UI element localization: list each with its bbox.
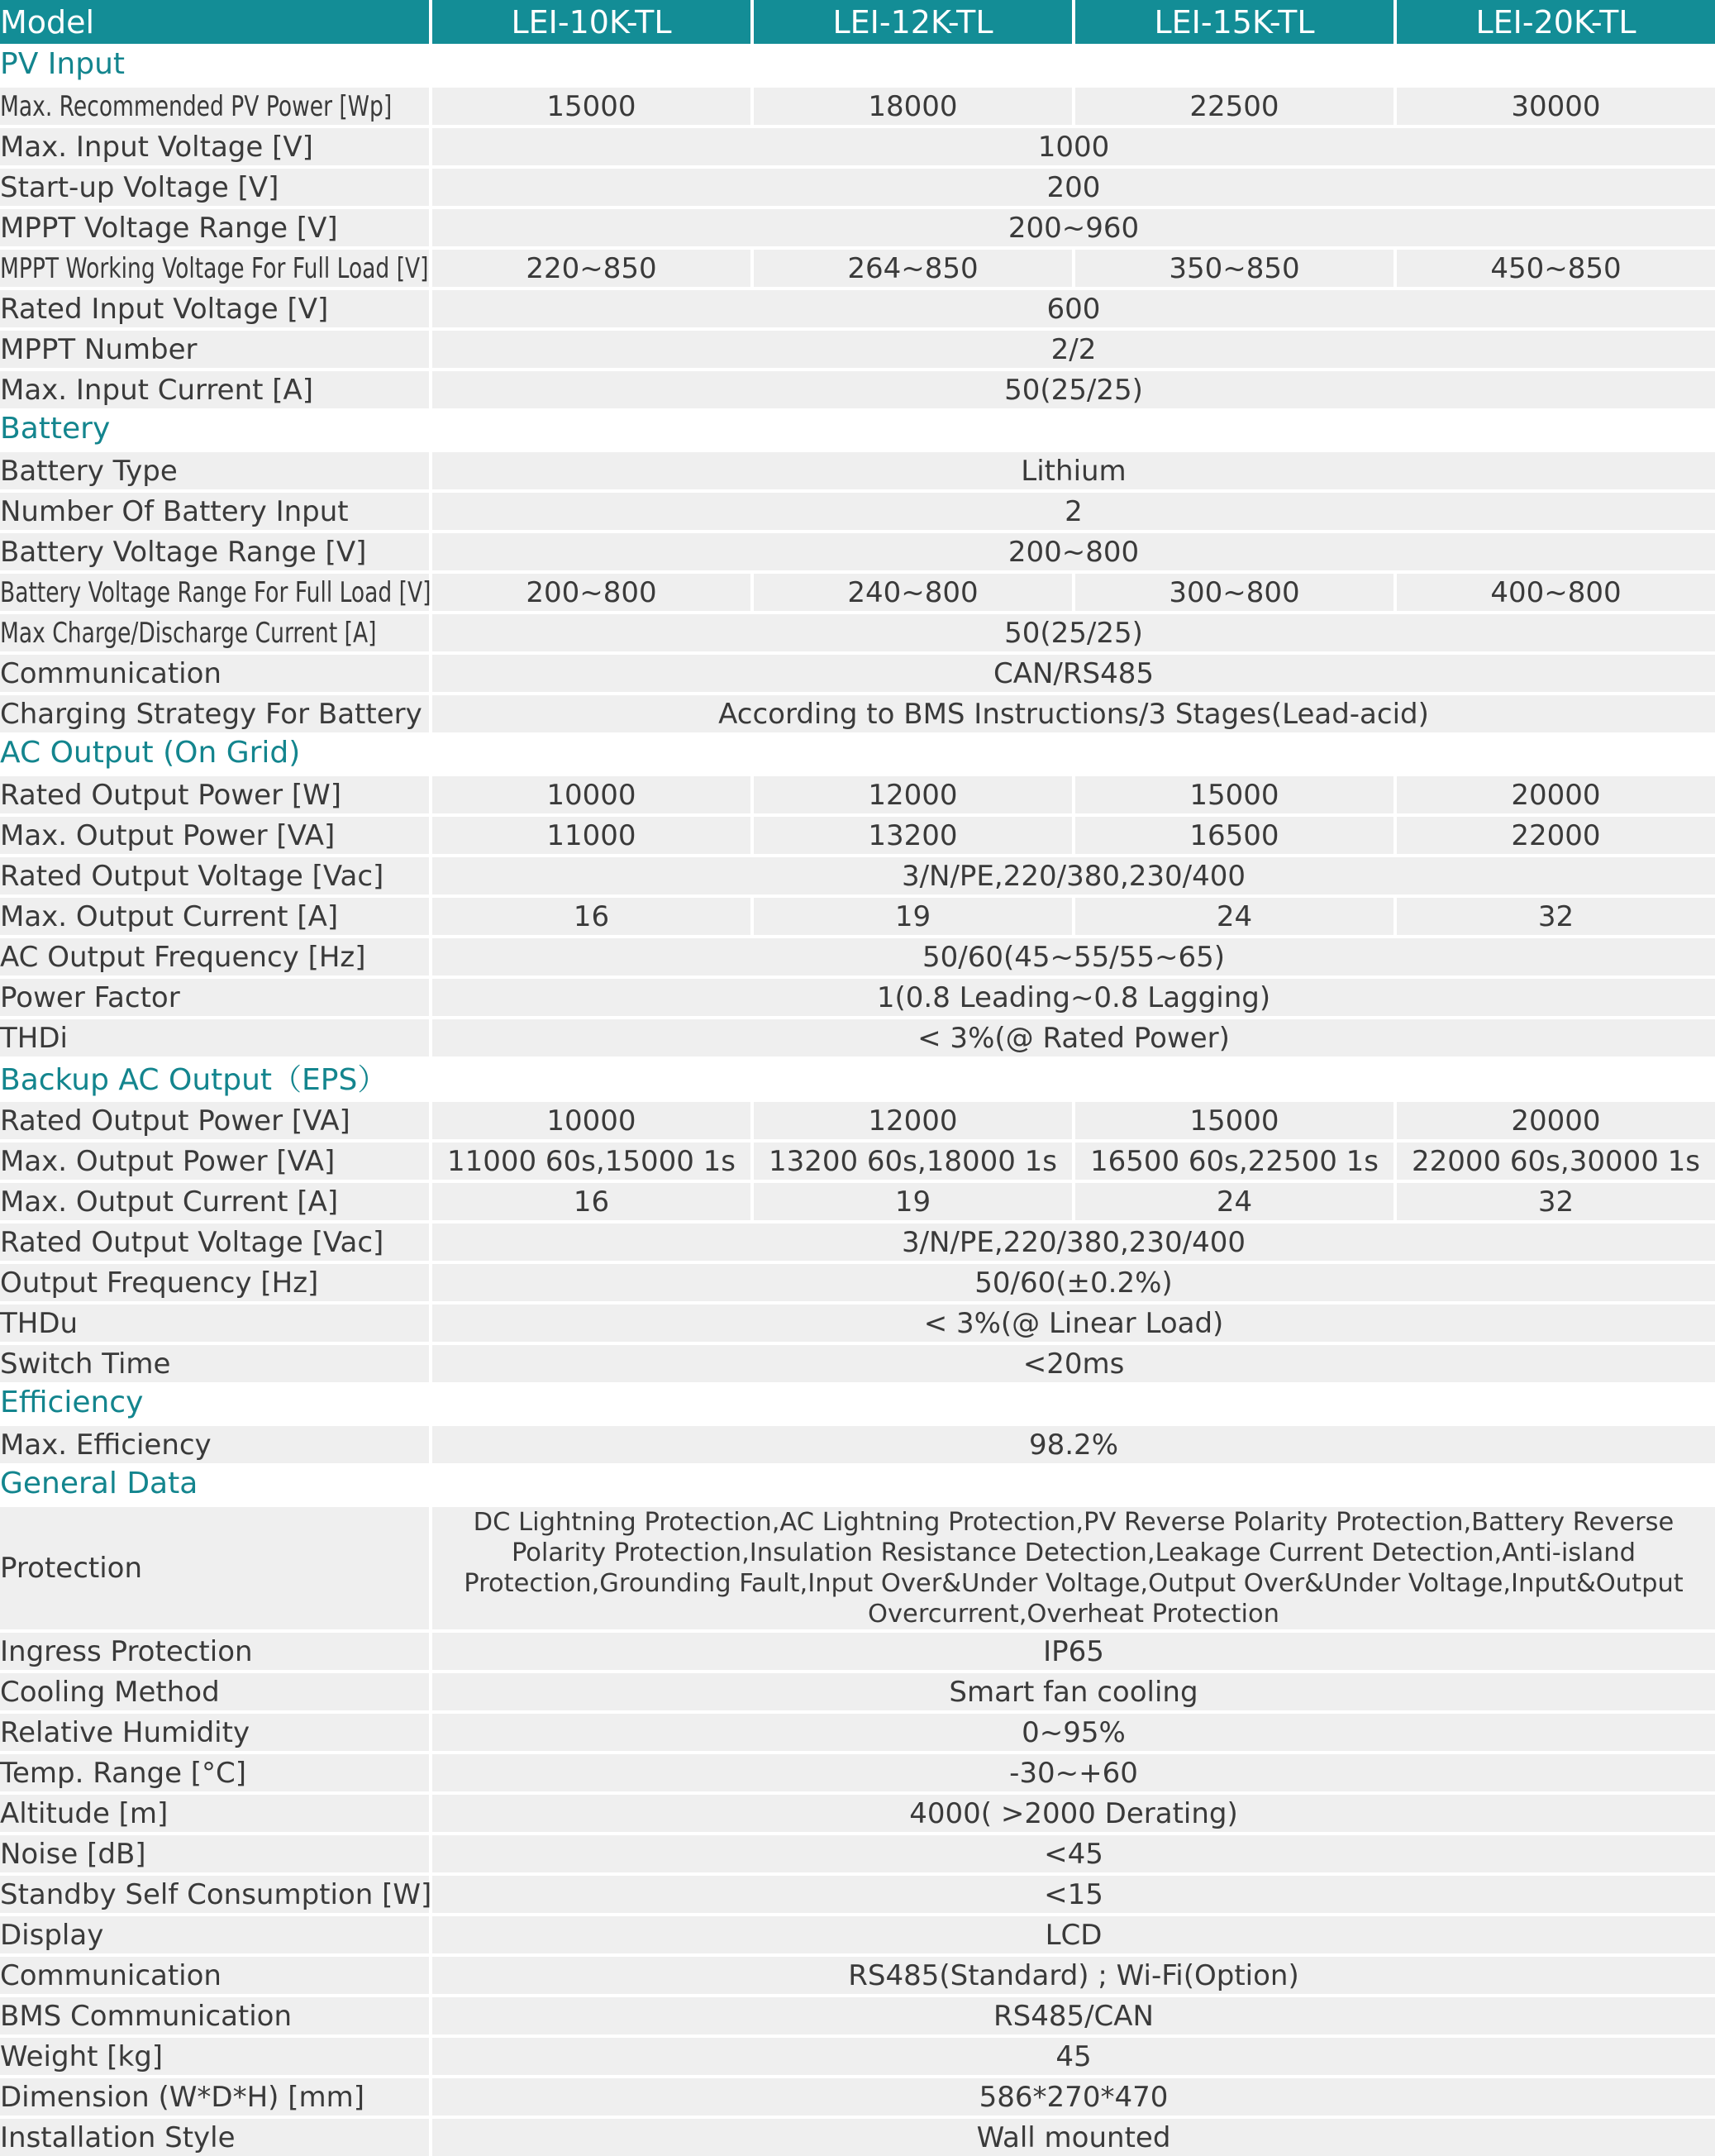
spec-value: 16 [429,1180,750,1220]
spec-row [0,165,1715,206]
spec-row [0,1832,1715,1872]
spec-label-text: Display [0,1918,104,1952]
spec-value-shared: 2/2 [429,327,1715,368]
spec-label-text: Battery Voltage Range [V] [0,535,367,569]
spec-value-shared: LCD [429,1913,1715,1953]
section-header-row [0,44,1715,84]
spec-value: 15000 [1072,1099,1393,1139]
spec-value: 220~850 [429,246,750,287]
spec-value-shared: Wall mounted [429,2115,1715,2156]
spec-label-text: Rated Output Voltage [Vac] [0,859,384,893]
spec-row [0,1504,1715,1629]
spec-value-shared: IP65 [429,1629,1715,1670]
spec-value: 15000 [1072,773,1393,813]
spec-label [0,449,429,489]
spec-row [0,570,1715,611]
spec-label [0,1629,429,1670]
spec-row [0,2115,1715,2156]
spec-label-text: Standby Self Consumption [W] [0,1877,432,1911]
section-header-row [0,1057,1715,1099]
spec-label [0,854,429,894]
spec-label [0,1751,429,1791]
spec-row [0,611,1715,651]
spec-label [0,1220,429,1261]
spec-value: 200~800 [429,570,750,611]
spec-value: 22500 [1072,84,1393,125]
spec-value-shared: Lithium [429,449,1715,489]
section-header-row [0,732,1715,773]
spec-row [0,692,1715,732]
spec-row [0,1751,1715,1791]
spec-row [0,1301,1715,1342]
spec-value-shared: 586*270*470 [429,2075,1715,2115]
spec-label-text: Max Charge/Discharge Current [A] [0,616,377,650]
spec-row [0,1342,1715,1382]
spec-value: 240~800 [750,570,1072,611]
spec-label [0,570,429,611]
header-model-4: LEI-20K-TL [1393,0,1715,44]
spec-label [0,246,429,287]
spec-label-text: Altitude [m] [0,1796,169,1830]
spec-value: 10000 [429,1099,750,1139]
spec-value-shared: According to BMS Instructions/3 Stages(Lead-acid) [429,692,1715,732]
section-header-row [0,1463,1715,1504]
spec-value-shared: RS485(Standard) ; Wi-Fi(Option) [429,1953,1715,1994]
spec-label [0,206,429,246]
spec-label-text: MPPT Working Voltage For Full Load [V] [0,251,429,285]
spec-value-shared: <15 [429,1872,1715,1913]
spec-row [0,2034,1715,2075]
spec-row [0,1913,1715,1953]
spec-value-shared: RS485/CAN [429,1994,1715,2034]
spec-label [0,894,429,935]
spec-label [0,1994,429,2034]
spec-value-shared: <45 [429,1832,1715,1872]
spec-label [0,1423,429,1463]
spec-row [0,975,1715,1016]
spec-value-shared: 98.2% [429,1423,1715,1463]
spec-value: 30000 [1393,84,1715,125]
spec-value-shared: 0~95% [429,1710,1715,1751]
spec-value: 400~800 [1393,570,1715,611]
spec-row [0,1994,1715,2034]
spec-label [0,368,429,408]
spec-value: 13200 [750,813,1072,854]
spec-label-text: BMS Communication [0,1999,293,2033]
spec-row [0,125,1715,165]
spec-label-text: Rated Output Power [W] [0,778,342,812]
spec-row [0,1220,1715,1261]
spec-label-text: Start-up Voltage [V] [0,170,279,204]
spec-value: 11000 60s,15000 1s [429,1139,750,1180]
spec-row [0,368,1715,408]
spec-row [0,935,1715,975]
spec-label-text: Rated Input Voltage [V] [0,292,329,326]
spec-value: 22000 60s,30000 1s [1393,1139,1715,1180]
spec-label [0,692,429,732]
spec-row [0,894,1715,935]
spec-row [0,1953,1715,1994]
section-title: Efficiency [0,1382,1715,1423]
spec-value: 20000 [1393,773,1715,813]
spec-row [0,1139,1715,1180]
spec-row [0,1710,1715,1751]
spec-label [0,2075,429,2115]
spec-label-text: Charging Strategy For Battery [0,697,422,731]
spec-row [0,1261,1715,1301]
spec-label-text: AC Output Frequency [Hz] [0,940,366,974]
spec-value-shared: 200~960 [429,206,1715,246]
spec-row [0,773,1715,813]
spec-label [0,1670,429,1710]
spec-label-text: Noise [dB] [0,1837,146,1871]
spec-value-shared: < 3%(@ Rated Power) [429,1016,1715,1057]
header-model-3: LEI-15K-TL [1072,0,1393,44]
spec-label-text: Rated Output Power [VA] [0,1104,350,1138]
spec-label [0,1342,429,1382]
spec-label-text: Max. Output Current [A] [0,899,339,933]
spec-row [0,530,1715,570]
spec-label-text: Max. Input Current [A] [0,373,314,407]
spec-label-text: Protection [0,1552,143,1585]
section-title: Battery [0,408,1715,449]
spec-row [0,813,1715,854]
spec-value-shared: 600 [429,287,1715,327]
spec-label-text: Max. Output Power [VA] [0,818,336,852]
spec-value-shared: <20ms [429,1342,1715,1382]
spec-row [0,1016,1715,1057]
spec-row [0,1872,1715,1913]
spec-value: 19 [750,894,1072,935]
spec-value: 12000 [750,1099,1072,1139]
spec-row [0,2075,1715,2115]
spec-label [0,530,429,570]
spec-label-text: Output Frequency [Hz] [0,1266,319,1300]
spec-label-text: Number Of Battery Input [0,494,349,528]
spec-row [0,1423,1715,1463]
spec-label [0,1016,429,1057]
spec-value: 32 [1393,1180,1715,1220]
spec-value-shared: 45 [429,2034,1715,2075]
spec-label [0,773,429,813]
spec-label [0,1261,429,1301]
spec-row [0,1791,1715,1832]
section-title: PV Input [0,44,1715,84]
spec-value: 16500 [1072,813,1393,854]
spec-label-text: Power Factor [0,980,180,1014]
spec-label-text: Communication [0,1958,222,1992]
spec-value-shared: 1000 [429,125,1715,165]
spec-value-shared: 50/60(±0.2%) [429,1261,1715,1301]
header-model-2: LEI-12K-TL [750,0,1072,44]
spec-row [0,246,1715,287]
spec-label [0,84,429,125]
spec-label [0,1504,429,1629]
spec-label [0,2115,429,2156]
spec-label [0,1832,429,1872]
spec-label-text: THDu [0,1306,79,1340]
spec-row [0,1629,1715,1670]
spec-value: 15000 [429,84,750,125]
spec-label-text: Relative Humidity [0,1715,250,1749]
section-header-row [0,408,1715,449]
spec-value-shared: 3/N/PE,220/380,230/400 [429,1220,1715,1261]
spec-label [0,935,429,975]
protection-value: DC Lightning Protection,AC Lightning Protection,PV Reverse Polarity Protection,Battery Reverse Polarity Protection,Insulation Resistance Detection,Leakage Current Detection,Anti-island Protection,Grounding Fault,Input Over&Under Voltage,Output Over&Under Voltage,Input&Output Overcurrent,Overheat Protection [429,1504,1715,1629]
spec-value: 24 [1072,1180,1393,1220]
spec-label-text: Battery Voltage Range For Full Load [V] [0,575,431,609]
spec-value-shared: Smart fan cooling [429,1670,1715,1710]
spec-value: 16500 60s,22500 1s [1072,1139,1393,1180]
section-header-row [0,1382,1715,1423]
spec-label [0,1139,429,1180]
spec-label [0,489,429,530]
spec-value-shared: -30~+60 [429,1751,1715,1791]
spec-row [0,854,1715,894]
spec-value: 11000 [429,813,750,854]
spec-label [0,1180,429,1220]
spec-label-text: Dimension (W*D*H) [mm] [0,2080,365,2114]
spec-row [0,1099,1715,1139]
spec-label [0,1301,429,1342]
spec-label [0,813,429,854]
spec-value: 18000 [750,84,1072,125]
spec-row [0,84,1715,125]
spec-row [0,1180,1715,1220]
spec-label [0,1791,429,1832]
spec-label [0,165,429,206]
spec-value-shared: 3/N/PE,220/380,230/400 [429,854,1715,894]
spec-value-shared: 2 [429,489,1715,530]
spec-label-text: Switch Time [0,1347,171,1381]
spec-value: 10000 [429,773,750,813]
spec-label-text: Max. Recommended PV Power [Wp] [0,89,393,123]
spec-value: 20000 [1393,1099,1715,1139]
spec-value: 22000 [1393,813,1715,854]
spec-label-text: Max. Efficiency [0,1428,212,1462]
spec-label [0,1953,429,1994]
spec-value: 350~850 [1072,246,1393,287]
spec-label-text: THDi [0,1021,68,1055]
spec-value: 32 [1393,894,1715,935]
spec-row [0,287,1715,327]
spec-label-text: Max. Output Power [VA] [0,1144,336,1178]
header-model-1: LEI-10K-TL [429,0,750,44]
spec-value-shared: 50(25/25) [429,368,1715,408]
spec-value-shared: 200~800 [429,530,1715,570]
spec-label [0,327,429,368]
spec-value-shared: CAN/RS485 [429,651,1715,692]
spec-value: 450~850 [1393,246,1715,287]
section-title: Backup AC Output（EPS） [0,1057,1715,1099]
spec-label-text: Temp. Range [°C] [0,1756,247,1790]
section-title: General Data [0,1463,1715,1504]
spec-label-text: Max. Input Voltage [V] [0,130,313,164]
spec-label-text: Weight [kg] [0,2039,164,2073]
spec-row [0,651,1715,692]
spec-value-shared: 4000( >2000 Derating) [429,1791,1715,1832]
spec-row [0,327,1715,368]
spec-label-text: MPPT Voltage Range [V] [0,211,338,245]
spec-label-text: Installation Style [0,2120,236,2154]
spec-label-text: Battery Type [0,454,178,488]
spec-label [0,611,429,651]
spec-label-text: Communication [0,656,222,690]
spec-label [0,287,429,327]
spec-label [0,1872,432,1913]
section-title: AC Output (On Grid) [0,732,1715,773]
spec-label [0,2034,429,2075]
spec-value: 12000 [750,773,1072,813]
spec-row [0,1670,1715,1710]
spec-value: 300~800 [1072,570,1393,611]
spec-row [0,206,1715,246]
spec-label-text: MPPT Number [0,332,198,366]
spec-label [0,1710,429,1751]
spec-label [0,1913,429,1953]
spec-value-shared: 1(0.8 Leading~0.8 Lagging) [429,975,1715,1016]
spec-value: 13200 60s,18000 1s [750,1139,1072,1180]
spec-value-shared: 200 [429,165,1715,206]
spec-value: 264~850 [750,246,1072,287]
spec-label [0,651,429,692]
spec-label-text: Ingress Protection [0,1634,253,1668]
spec-label-text: Cooling Method [0,1675,220,1709]
spec-value: 24 [1072,894,1393,935]
spec-label-text: Rated Output Voltage [Vac] [0,1225,384,1259]
spec-label [0,125,429,165]
header-row [0,0,1715,44]
spec-value-shared: 50/60(45~55/55~65) [429,935,1715,975]
spec-row [0,489,1715,530]
spec-label [0,975,429,1016]
header-model-label: Model [0,0,429,44]
spec-value-shared: 50(25/25) [429,611,1715,651]
spec-value: 16 [429,894,750,935]
spec-row [0,449,1715,489]
spec-value-shared: < 3%(@ Linear Load) [429,1301,1715,1342]
spec-value: 19 [750,1180,1072,1220]
spec-label-text: Max. Output Current [A] [0,1185,339,1219]
spec-label [0,1099,429,1139]
